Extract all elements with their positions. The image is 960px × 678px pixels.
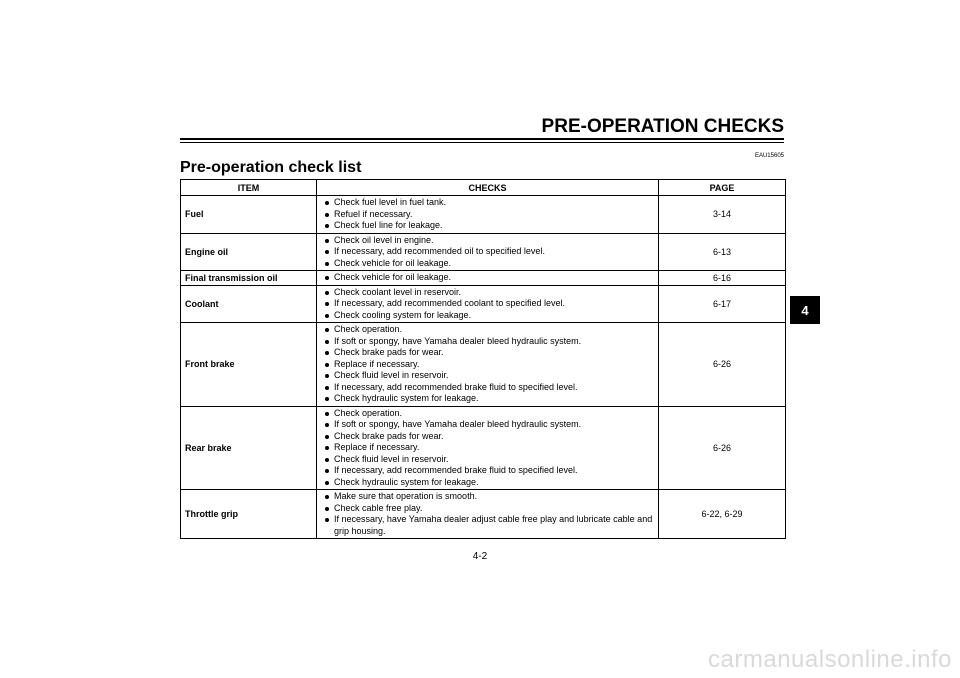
check-item: Check operation. — [323, 324, 654, 336]
section-title: Pre-operation check list — [180, 159, 362, 176]
table-row — [181, 233, 786, 271]
item-cell: Throttle grip — [181, 490, 317, 539]
check-item: Check fluid level in reservoir. — [323, 370, 654, 382]
checks-cell — [317, 490, 659, 539]
page-reference-cell: 6-26 — [659, 323, 786, 407]
check-item: Check vehicle for oil leakage. — [323, 258, 654, 270]
column-header-page: PAGE — [659, 180, 786, 196]
check-item: Check operation. — [323, 408, 654, 420]
document-code: EAU15605 — [754, 153, 784, 159]
checks-list — [323, 408, 654, 489]
check-item: If necessary, add recommended brake fluid to specified level. — [323, 382, 654, 394]
item-cell: Front brake — [181, 323, 317, 407]
checks-cell — [317, 406, 659, 490]
page-reference-cell: 6-16 — [659, 271, 786, 286]
page-reference-cell: 6-26 — [659, 406, 786, 490]
checks-list — [323, 324, 654, 405]
checks-list — [323, 235, 654, 270]
item-cell: Coolant — [181, 285, 317, 323]
page-reference-cell: 3-14 — [659, 196, 786, 234]
checks-list — [323, 491, 654, 537]
check-item: Replace if necessary. — [323, 359, 654, 371]
checks-cell — [317, 285, 659, 323]
table-row — [181, 196, 786, 234]
check-item: Check cable free play. — [323, 503, 654, 515]
check-item: If necessary, add recommended coolant to specified level. — [323, 298, 654, 310]
check-item: If necessary, add recommended oil to specified level. — [323, 246, 654, 258]
check-item: Check brake pads for wear. — [323, 347, 654, 359]
check-item: Check cooling system for leakage. — [323, 310, 654, 322]
check-item: Check hydraulic system for leakage. — [323, 393, 654, 405]
check-item: If necessary, add recommended brake fluid to specified level. — [323, 465, 654, 477]
check-item: Check fuel level in fuel tank. — [323, 197, 654, 209]
checks-list — [323, 197, 654, 232]
watermark: carmanualsonline.info — [708, 646, 952, 673]
table-row — [181, 285, 786, 323]
check-item: Check fuel line for leakage. — [323, 220, 654, 232]
checks-cell — [317, 196, 659, 234]
page-number: 4-2 — [472, 551, 488, 562]
check-item: Check hydraulic system for leakage. — [323, 477, 654, 489]
check-item: If necessary, have Yamaha dealer adjust cable free play and lubricate cable and grip housing. — [323, 514, 654, 537]
checks-list — [323, 272, 654, 284]
item-cell: Fuel — [181, 196, 317, 234]
check-item: Check fluid level in reservoir. — [323, 454, 654, 466]
pre-operation-check-table — [180, 179, 786, 539]
table-body — [181, 196, 786, 539]
item-cell: Rear brake — [181, 406, 317, 490]
checks-cell — [317, 271, 659, 286]
check-item: Check oil level in engine. — [323, 235, 654, 247]
check-item: If soft or spongy, have Yamaha dealer bleed hydraulic system. — [323, 336, 654, 348]
check-item: Check brake pads for wear. — [323, 431, 654, 443]
check-item: Check vehicle for oil leakage. — [323, 272, 654, 284]
table-row — [181, 490, 786, 539]
check-item: If soft or spongy, have Yamaha dealer bleed hydraulic system. — [323, 419, 654, 431]
header-rule-thick — [180, 138, 784, 140]
checks-cell — [317, 323, 659, 407]
table-row — [181, 323, 786, 407]
check-item: Make sure that operation is smooth. — [323, 491, 654, 503]
table-row — [181, 406, 786, 490]
page-reference-cell: 6-13 — [659, 233, 786, 271]
page-reference-cell: 6-17 — [659, 285, 786, 323]
header-rule-thin — [180, 142, 784, 143]
item-cell: Engine oil — [181, 233, 317, 271]
chapter-tab: 4 — [790, 296, 820, 324]
table-header-row — [181, 180, 786, 196]
check-item: Refuel if necessary. — [323, 209, 654, 221]
check-item: Check coolant level in reservoir. — [323, 287, 654, 299]
item-cell: Final transmission oil — [181, 271, 317, 286]
page-reference-cell: 6-22, 6-29 — [659, 490, 786, 539]
chapter-title: PRE-OPERATION CHECKS — [541, 116, 784, 137]
column-header-checks: CHECKS — [317, 180, 659, 196]
table-row — [181, 271, 786, 286]
check-item: Replace if necessary. — [323, 442, 654, 454]
column-header-item: ITEM — [181, 180, 317, 196]
checks-list — [323, 287, 654, 322]
checks-cell — [317, 233, 659, 271]
